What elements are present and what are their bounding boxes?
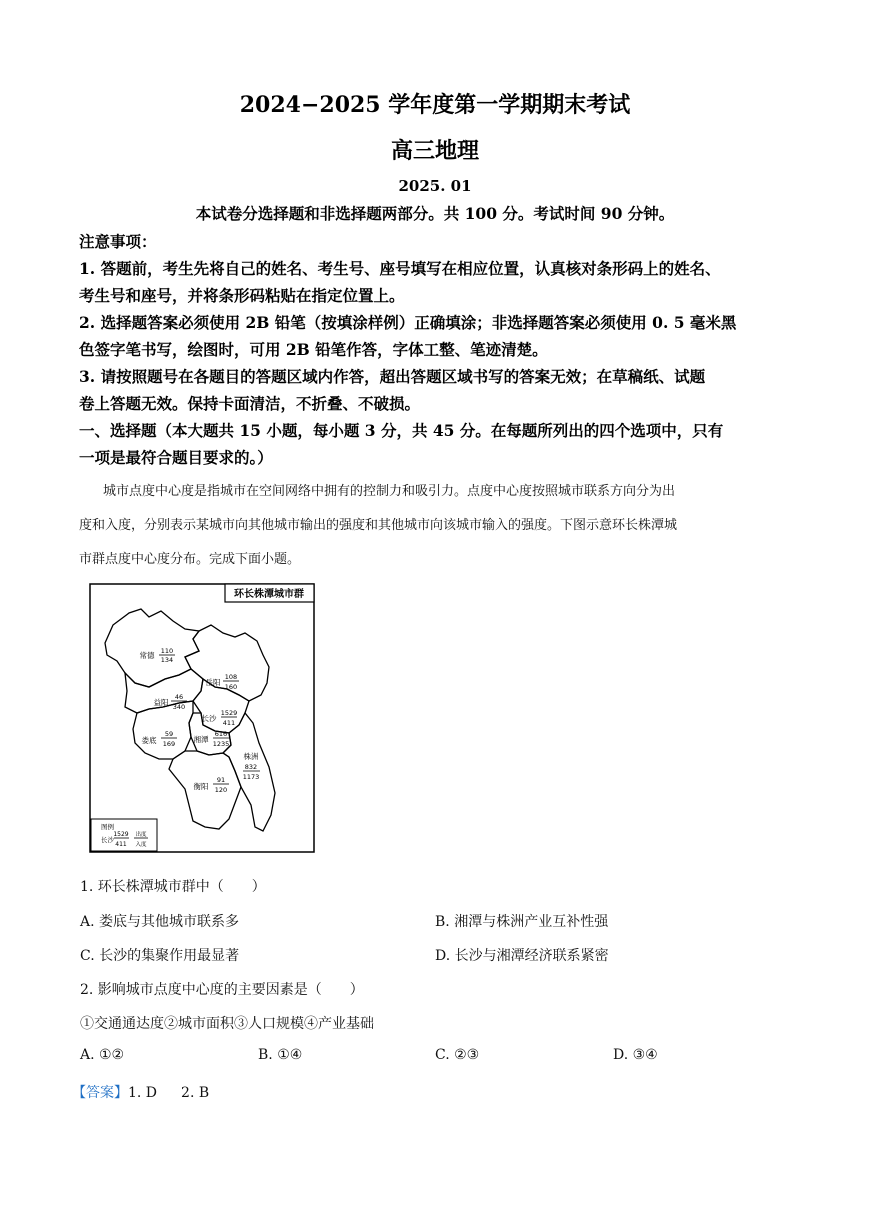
city-in: 1173 <box>242 773 260 781</box>
city-in: 134 <box>160 656 174 664</box>
question-1-option-c[interactable]: C. 长沙的集聚作用最显著 <box>80 948 240 964</box>
city-in: 169 <box>162 740 176 748</box>
exam-title: 2024−2025 学年度第一学期期末考试 <box>239 92 631 118</box>
notice-line: 色签字笔书写，绘图时，可用 2B 铅笔作答，字体工整、笔迹清楚。 <box>79 340 548 359</box>
answer-1: 1. D <box>128 1085 158 1101</box>
question-2-option-a[interactable]: A. ①② <box>80 1047 125 1063</box>
city-name: 岳阳 <box>205 678 221 687</box>
city-in: 1235 <box>212 740 230 748</box>
city-in: 120 <box>214 786 228 794</box>
city-out: 110 <box>160 647 174 655</box>
city-name: 湘潭 <box>193 735 209 744</box>
exam-intro: 本试卷分选择题和非选择题两部分。共 100 分。考试时间 90 分钟。 <box>195 204 675 223</box>
city-out: 616 <box>214 730 228 738</box>
notice-line: 2. 选择题答案必须使用 2B 铅笔（按填涂样例）正确填涂；非选择题答案必须使用 0. 5 毫米黑 <box>79 313 737 332</box>
legend-title: 图例 <box>101 823 114 831</box>
answer-2: 2. B <box>181 1085 210 1101</box>
legend-in-label: 入度 <box>135 842 147 848</box>
city-in: 160 <box>224 683 238 691</box>
notice-heading: 注意事项： <box>79 232 157 251</box>
legend-out: 1529 <box>113 831 129 838</box>
exam-subtitle: 高三地理 <box>390 138 479 164</box>
city-name: 长沙 <box>201 714 217 723</box>
question-1-option-d[interactable]: D. 长沙与湘潭经济联系紧密 <box>435 948 609 964</box>
legend-in: 411 <box>115 841 127 848</box>
map-svg <box>89 583 315 853</box>
section-heading: 一、选择题（本大题共 15 小题，每小题 3 分，共 45 分。在每题所列出的四个选项中，只有 <box>79 421 724 440</box>
question-2-factors: ①交通通达度②城市面积③人口规模④产业基础 <box>80 1016 374 1032</box>
question-2-option-d[interactable]: D. ③④ <box>613 1047 658 1063</box>
city-out: 91 <box>216 776 226 784</box>
notice-line: 1. 答题前，考生先将自己的姓名、考生号、座号填写在相应位置，认真核对条形码上的姓名、 <box>79 259 721 278</box>
answer-line <box>72 1082 209 1102</box>
city-out: 1529 <box>220 709 238 717</box>
map-legend <box>91 819 157 851</box>
city-in: 340 <box>172 703 186 711</box>
notice-line: 考生号和座号，并将条形码粘贴在指定位置上。 <box>79 286 405 305</box>
city-cluster-map <box>89 583 315 853</box>
question-1-option-b[interactable]: B. 湘潭与株洲产业互补性强 <box>435 914 609 930</box>
city-name: 常德 <box>139 651 155 660</box>
passage-line: 度和入度，分别表示某城市向其他城市输出的强度和其他城市向该城市输入的强度。下图示意环长株潭城 <box>79 518 678 533</box>
map-title: 环长株潭城市群 <box>234 589 304 600</box>
question-1-option-a[interactable]: A. 娄底与其他城市联系多 <box>80 914 240 930</box>
city-out: 108 <box>224 673 238 681</box>
question-1-stem: 1. 环长株潭城市群中（ ） <box>80 879 266 895</box>
city-out: 46 <box>174 693 184 701</box>
exam-date: 2025. 01 <box>398 177 472 195</box>
city-name: 衡阳 <box>193 782 209 791</box>
question-2-option-b[interactable]: B. ①④ <box>258 1047 303 1063</box>
city-out: 832 <box>244 763 258 771</box>
passage-line: 市群点度中心度分布。完成下面小题。 <box>79 552 301 567</box>
question-2-stem: 2. 影响城市点度中心度的主要因素是（ ） <box>80 982 364 998</box>
notice-line: 卷上答题无效。保持卡面清洁，不折叠、不破损。 <box>79 394 421 413</box>
city-in: 411 <box>222 719 236 727</box>
section-heading: 一项是最符合题目要求的。） <box>79 448 273 467</box>
city-name: 益阳 <box>153 698 169 707</box>
city-name: 株洲 <box>243 752 259 761</box>
notice-line: 3. 请按照题号在各题目的答题区域内作答，超出答题区域书写的答案无效；在草稿纸、试题 <box>79 367 706 386</box>
question-2-option-c[interactable]: C. ②③ <box>435 1047 480 1063</box>
answer-tag: 【答案】 <box>72 1085 128 1101</box>
city-out: 59 <box>164 730 174 738</box>
city-name: 娄底 <box>141 736 157 745</box>
passage-line: 城市点度中心度是指城市在空间网络中拥有的控制力和吸引力。点度中心度按照城市联系方向分为出 <box>103 484 676 499</box>
legend-out-label: 出度 <box>135 832 147 838</box>
legend-city: 长沙 <box>101 836 114 844</box>
